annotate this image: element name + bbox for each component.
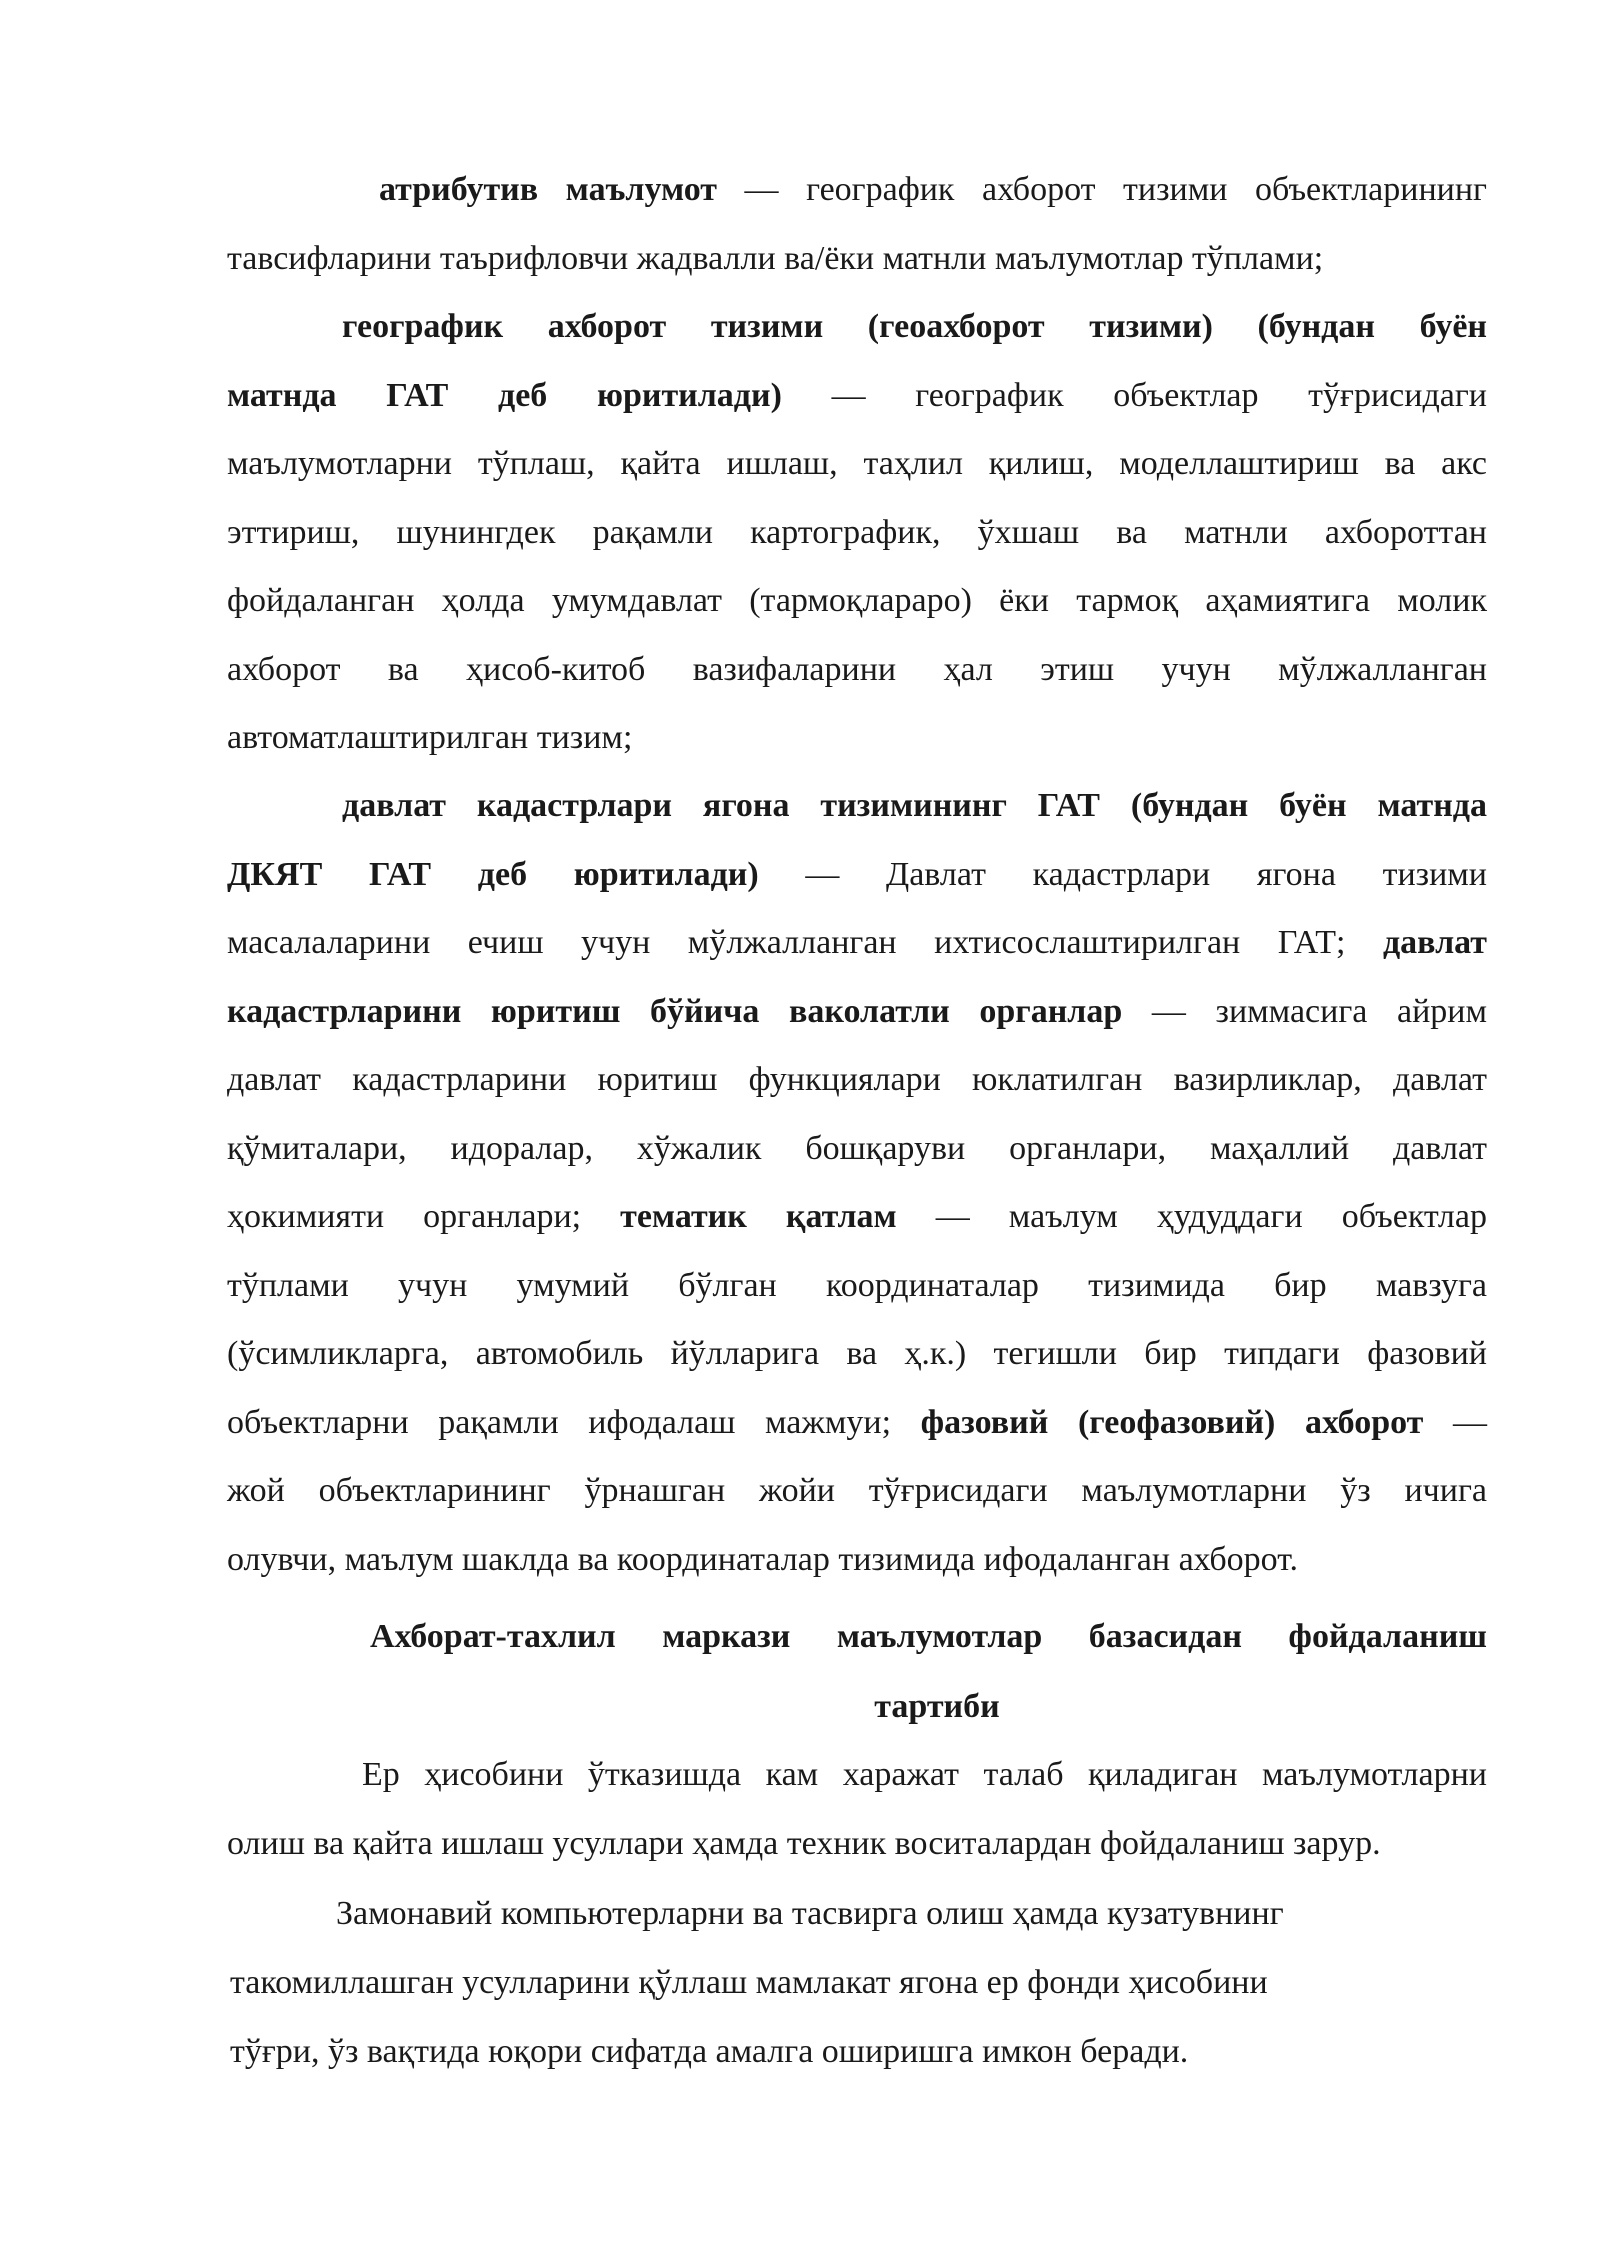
term-bold: кадастрларини юритиш бўйича ваколатли органлар xyxy=(227,992,1123,1030)
text-line: давлат кадастрларини юритиш функциялари юклатилган вазирликлар, давлат xyxy=(227,1061,1487,1098)
text-line: Ер ҳисобини ўтказишда кам харажат талаб қиладиган маълумотларни xyxy=(362,1756,1487,1793)
text-line: эттириш, шунингдек рақамли картографик, ўхшаш ва матнли ахбороттан xyxy=(227,513,1487,551)
term-bold: давлат кадастрлари ягона тизимининг ГАТ (бундан буён матнда xyxy=(342,787,1487,824)
text-line: объектларни рақамли ифодалаш мажмуи; фазовий (геофазовий) ахборот — xyxy=(227,1403,1487,1441)
text-line: (ўсимликларга, автомобиль йўлларига ва ҳ.к.) тегишли бир типдаги фазовий xyxy=(227,1335,1487,1372)
text-line: матнда ГАТ деб юритилади) — географик объектлар тўғрисидаги xyxy=(227,376,1487,414)
text-line: Замонавий компьютерларни ва тасвирга олиш ҳамда кузатувнинг xyxy=(336,1895,1284,1932)
text-line xyxy=(227,293,1487,362)
term-bold: атрибутив маълумот xyxy=(379,171,717,208)
paragraph-attributive-data xyxy=(227,156,1487,293)
term-bold: матнда ГАТ деб юритилади) xyxy=(227,376,782,414)
term-bold: давлат xyxy=(1382,924,1487,961)
text-line: қўмиталари, идоралар, хўжалик бошқаруви органлари, маҳаллий давлат xyxy=(227,1129,1487,1167)
text-line: жой объектларининг ўрнашган жойи тўғрисидаги маълумотларни ўз ичига xyxy=(227,1472,1487,1509)
text-line: такомиллашган усулларини қўллаш мамлакат ягона ер фонди ҳисобини xyxy=(230,1964,1268,2001)
text-line: масалаларини ечиш учун мўлжалланган ихтисослаштирилган ГАТ; давлат xyxy=(227,924,1487,961)
term-bold: фазовий (геофазовий) ахборот xyxy=(920,1403,1424,1441)
text-line xyxy=(227,772,1487,841)
text-line: олиш ва қайта ишлаш усуллари ҳамда техник воситалардан фойдаланиш зарур. xyxy=(227,1824,1381,1862)
text-line: ахборот ва ҳисоб-китоб вазифаларини ҳал этиш учун мўлжалланган xyxy=(227,650,1487,688)
term-bold: тематик қатлам xyxy=(620,1198,897,1235)
text-line: маълумотларни тўплаш, қайта ишлаш, таҳлил қилиш, моделлаштириш ва акс xyxy=(227,445,1487,482)
text-line: тавсифларини таърифловчи жадвалли ва/ёки матнли маълумотлар тўплами; xyxy=(227,239,1324,277)
heading-line: тартиби xyxy=(874,1688,1000,1725)
paragraph-modern-computers xyxy=(230,1879,1284,2086)
heading-line: Ахборат-тахлил маркази маълумотлар базасидан фойдаланиш xyxy=(370,1618,1487,1655)
text-line: автоматлаштирилган тизим; xyxy=(227,719,633,756)
paragraph-land-accounting xyxy=(227,1741,1487,1878)
text-line: олувчи, маълум шаклда ва координаталар тизимида ифодаланган ахборот. xyxy=(227,1540,1299,1578)
text-line: ҳокимияти органлари; тематик қатлам — маълум ҳудуддаги объектлар xyxy=(227,1198,1487,1235)
section-heading xyxy=(227,1602,1487,1742)
text-line: ДКЯТ ГАТ деб юритилади) — Давлат кадастрлари ягона тизими xyxy=(227,855,1487,893)
text-line: кадастрларини юритиш бўйича ваколатли органлар — зиммасига айрим xyxy=(227,992,1487,1030)
term-bold: географик ахборот тизими (геоахборот тизими) (бундан буён xyxy=(342,308,1487,345)
paragraph-cadastre-gis xyxy=(227,772,1487,1594)
paragraph-gis-definition xyxy=(227,293,1487,773)
text-line: фойдаланган ҳолда умумдавлат (тармоқлараро) ёки тармоқ аҳамиятига молик xyxy=(227,582,1487,619)
text-line: тўғри, ўз вақтида юқори сифатда амалга оширишга имкон беради. xyxy=(230,2033,1189,2070)
text-line: тўплами учун умумий бўлган координаталар тизимида бир мавзуга xyxy=(227,1266,1487,1304)
term-bold: ДКЯТ ГАТ деб юритилади) xyxy=(227,855,759,893)
text-line: атрибутив маълумот — географик ахборот тизими объектларининг xyxy=(379,171,1487,208)
